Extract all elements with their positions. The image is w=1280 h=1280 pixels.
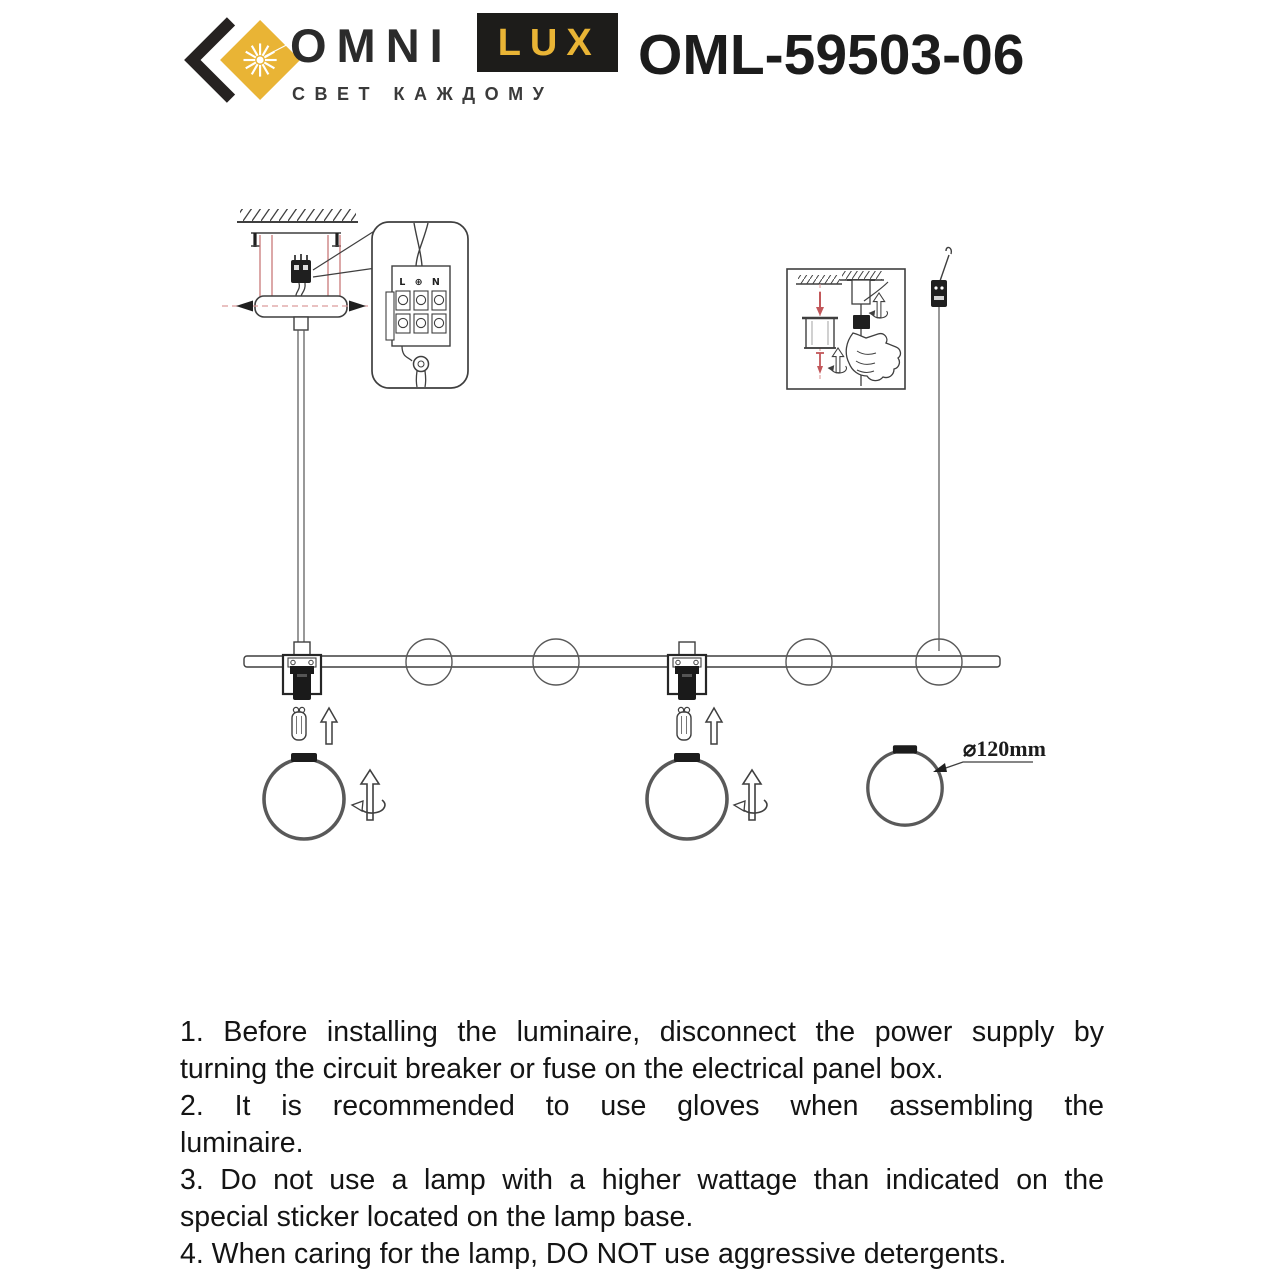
instruction-line: 3. Do not use a lamp with a higher wattage than indicated on the [180, 1164, 1104, 1196]
glass-sphere [868, 745, 942, 825]
arrow-right-icon [349, 301, 366, 312]
diameter-label: ⌀120mm [963, 736, 1046, 761]
logo-tagline: СВЕТ КАЖДОМУ [292, 84, 554, 104]
lamp-socket-mount [283, 642, 321, 700]
ceiling-mount-diagram [222, 209, 378, 650]
instruction-line: special sticker located on the lamp base. [180, 1201, 694, 1233]
fixture-bar [244, 639, 1000, 685]
suspension-wire [931, 247, 951, 651]
model-number: OML-59503-06 [638, 23, 1025, 87]
instruction-line: 1. Before installing the luminaire, disconnect the power supply by [180, 1016, 1104, 1048]
arrow-left-icon [236, 301, 253, 312]
twist-arrow-icon [734, 770, 767, 820]
ceiling-hatch [240, 209, 356, 222]
instruction-line: turning the circuit breaker or fuse on the electrical panel box. [180, 1053, 944, 1085]
glass-sphere [647, 753, 727, 839]
lamp-socket-mount [668, 642, 706, 700]
terminal-label: L ⊕ N [399, 277, 443, 288]
suspension-rod [298, 330, 304, 650]
logo-omni-text: OMNI [290, 19, 453, 72]
twist-arrow-icon [352, 770, 385, 820]
power-connector [291, 254, 311, 297]
instruction-line: 4. When caring for the lamp, DO NOT use aggressive detergents. [180, 1238, 1007, 1270]
instruction-line: 2. It is recommended to use gloves when assembling the [180, 1090, 1104, 1122]
diameter-annotation [933, 736, 1046, 772]
instruction-line: luminaire. [180, 1127, 304, 1159]
anchor-detail-box [787, 269, 905, 389]
glass-sphere [264, 753, 344, 839]
cord-connector [931, 280, 947, 307]
g9-bulb-and-insert-arrow-icon [677, 707, 722, 744]
logo-lux-text: LUX [497, 22, 601, 64]
instructions [180, 1014, 1104, 1273]
g9-bulb-and-insert-arrow-icon [292, 707, 337, 744]
